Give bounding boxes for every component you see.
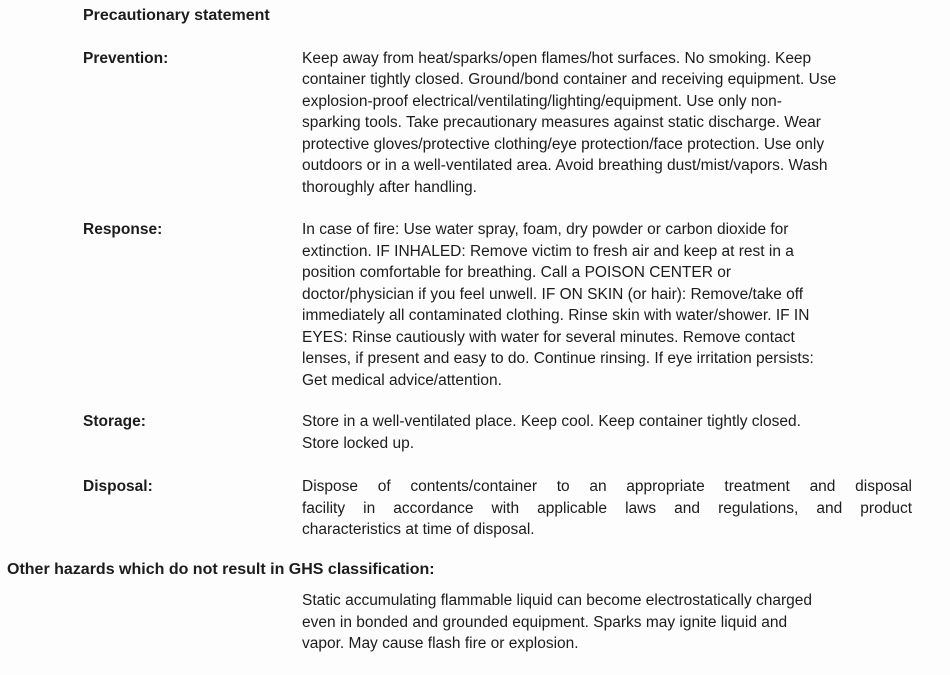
- storage-text: Store in a well-ventilated place. Keep cool. Keep container tightly closed. Store locked up.: [302, 413, 801, 452]
- row-response: [0, 219, 950, 391]
- prevention-text: Keep away from heat/sparks/open flames/hot surfaces. No smoking. Keep container tightly closed. Ground/bond container and receiving equipment. Use explosion-proof electrical/ventilating/lighting/equipment. Use only non- sparking tools. Take precautionary measures against static discharge. Wear protective gloves/protective clothing/eye protection/face protection. Use only outdoors or in a well-ventilated area. Avoid breathing dust/mist/vapors. Wash thoroughly after handling.: [302, 49, 837, 196]
- row-storage: [0, 411, 950, 454]
- storage-label: Storage:: [83, 413, 146, 430]
- disposal-label: Disposal:: [83, 478, 153, 495]
- other-hazards-heading: Other hazards which do not result in GHS classification:: [7, 560, 435, 578]
- row-prevention: [0, 48, 950, 199]
- row-disposal: [0, 476, 950, 541]
- other-hazards-text: Static accumulating flammable liquid can become electrostatically charged even in bonded and grounded equipment. Sparks may ignite liquid and vapor. May cause flash fire or explosion.: [302, 592, 813, 652]
- response-label: Response:: [83, 221, 163, 238]
- prevention-label: Prevention:: [83, 49, 169, 67]
- disposal-text: Dispose of contents/container to an appropriate treatment and disposal facility in accordance with applicable laws and regulations, and product characteristics at time of disposal.: [302, 478, 912, 538]
- section-title: Precautionary statement: [83, 7, 270, 24]
- response-text: In case of fire: Use water spray, foam, dry powder or carbon dioxide for extinction. IF INHALED: Remove victim to fresh air and keep at rest in a position comfortable for breathing. Call a POISON CENTER or doctor/physician if you feel unwell. IF ON SKIN (or hair): Remove/take off immediately all contaminated clothing. Rinse skin with water/shower. IF IN EYES: Rinse cautiously with water for several minutes. Remove contact lenses, if present and easy to do. Continue rinsing. If eye irritation persists: Get medical advice/attention.: [302, 221, 814, 389]
